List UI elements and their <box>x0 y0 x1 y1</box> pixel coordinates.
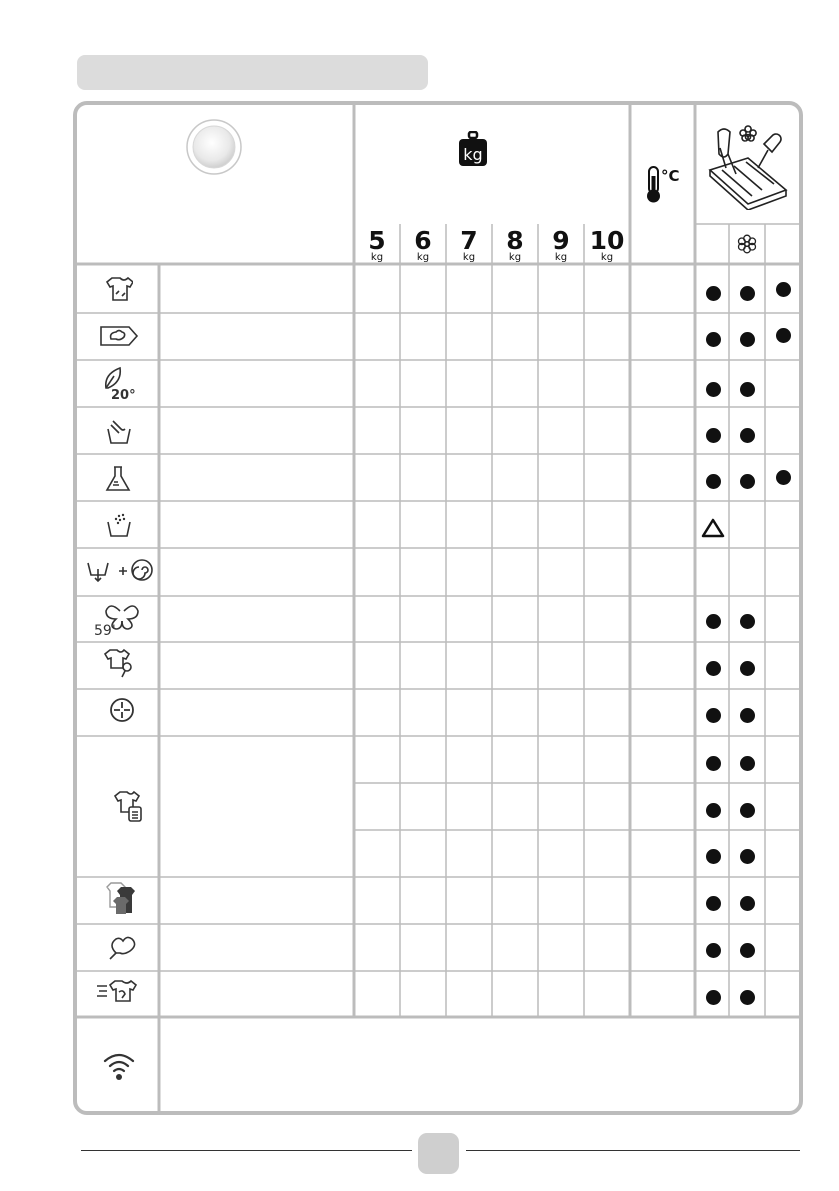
footer-rule-right <box>466 1150 800 1151</box>
detergent-dot-mark <box>706 943 721 958</box>
hand-wash-icon <box>105 417 133 445</box>
detergent-dot-mark <box>740 614 755 629</box>
delicates-icon <box>103 647 135 679</box>
detergent-dot-mark <box>706 661 721 676</box>
rapid-59-butterfly-icon <box>94 601 144 637</box>
detergent-dot-mark <box>706 756 721 771</box>
detergent-dot-mark <box>706 474 721 489</box>
detergent-dot-mark <box>706 708 721 723</box>
capacity-value: 8 <box>506 226 524 255</box>
temperature-unit-label: °C <box>661 167 680 185</box>
capacity-unit: kg <box>554 252 568 263</box>
detergent-dot-mark <box>776 328 791 343</box>
capacity-unit: kg <box>462 252 476 263</box>
mixed-colors-icon <box>103 881 141 917</box>
eco-20-label: 20° <box>111 388 136 402</box>
capacity-unit: kg <box>600 252 614 263</box>
rapid-59-label: 59' <box>94 623 116 637</box>
detergent-dot-mark <box>740 849 755 864</box>
drain-spin-icon <box>86 555 156 585</box>
detergent-dot-mark <box>740 382 755 397</box>
wifi-icon <box>102 1050 136 1082</box>
detergent-drawer-icon <box>708 124 788 210</box>
detergent-dot-mark <box>706 803 721 818</box>
detergent-dot-mark <box>706 990 721 1005</box>
capacity-unit: kg <box>508 252 522 263</box>
detergent-dot-mark <box>706 896 721 911</box>
weight-kg-icon <box>458 131 488 167</box>
detergent-dot-mark <box>740 474 755 489</box>
rinse-shower-icon <box>105 512 133 538</box>
cotton-stains-icon <box>105 274 133 304</box>
detergent-dot-mark <box>706 332 721 347</box>
detergent-dot-mark <box>706 286 721 301</box>
detergent-dot-mark <box>740 332 755 347</box>
detergent-dot-mark <box>706 428 721 443</box>
detergent-dot-mark <box>740 708 755 723</box>
program-selector-knob-icon <box>185 118 243 176</box>
kg-badge-text: kg <box>463 145 483 164</box>
capacity-unit: kg <box>416 252 430 263</box>
mix-plus-icon <box>108 696 136 724</box>
eco-cotton-icon <box>99 324 139 348</box>
detergent-dot-mark <box>706 849 721 864</box>
detergent-dot-mark <box>740 756 755 771</box>
capacity-value: 9 <box>552 226 570 255</box>
detergent-dot-mark <box>776 282 791 297</box>
eco-20-leaf-icon <box>100 366 136 402</box>
detergent-dot-mark <box>706 382 721 397</box>
detergent-dot-mark <box>706 614 721 629</box>
detergent-dot-mark <box>740 428 755 443</box>
cotton-heart-icon <box>108 933 140 961</box>
capacity-value: 6 <box>414 226 432 255</box>
detergent-dot-mark <box>740 661 755 676</box>
detergent-dot-mark <box>740 943 755 958</box>
rapid-shirt-icon <box>95 978 139 1006</box>
footer-rule-left <box>81 1150 412 1151</box>
hygiene-flask-icon <box>105 465 131 493</box>
capacity-unit: kg <box>370 252 384 263</box>
capacity-value: 10 <box>589 226 625 255</box>
detergent-dot-mark <box>740 896 755 911</box>
capacity-value: 5 <box>368 226 386 255</box>
softener-flower-icon <box>737 234 757 254</box>
detergent-dot-mark <box>740 803 755 818</box>
detergent-dot-mark <box>776 470 791 485</box>
page-number-badge <box>418 1133 459 1174</box>
triangle-mark-icon <box>701 518 725 538</box>
auto-weight-shirt-icon <box>113 789 145 825</box>
capacity-value: 7 <box>460 226 478 255</box>
detergent-dot-mark <box>740 990 755 1005</box>
detergent-dot-mark <box>740 286 755 301</box>
